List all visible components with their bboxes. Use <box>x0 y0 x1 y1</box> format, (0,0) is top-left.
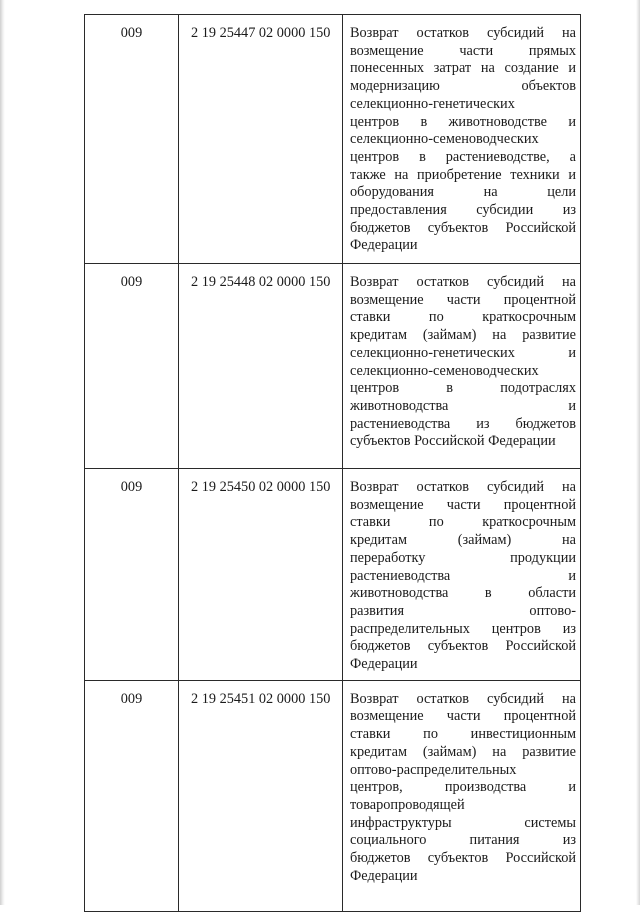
description-line: бюджетов субъектов Российской <box>350 638 576 655</box>
table-row <box>85 469 581 681</box>
kbk-code-cell: 2 19 25451 02 0000 150 <box>179 680 343 911</box>
description-line: товаропроводящей <box>350 796 465 813</box>
description-line: селекционно-генетических <box>350 95 515 112</box>
scan-left-edge <box>0 0 5 905</box>
description-line: переработку продукции <box>350 549 576 566</box>
description-line: Федерации <box>350 867 418 884</box>
budget-codes-table <box>84 14 581 912</box>
description-line: возмещение части прямых <box>350 42 576 59</box>
description-line: ставки по инвестиционным <box>350 726 576 743</box>
admin-code-cell: 009 <box>85 469 179 681</box>
description-line: животноводства и <box>350 397 576 414</box>
description-line: кредитам (займам) на <box>350 532 576 549</box>
description-line: возмещение части процентной <box>350 708 576 725</box>
table-row <box>85 15 581 264</box>
description-line: бюджетов субъектов Российской <box>350 850 576 867</box>
kbk-code-cell: 2 19 25450 02 0000 150 <box>179 469 343 681</box>
table-row <box>85 680 581 911</box>
description-line: ставки по краткосрочным <box>350 514 576 531</box>
scan-right-edge <box>636 0 640 905</box>
description-line: социального питания из <box>350 832 576 849</box>
description-line: распределительных центров из <box>350 620 576 637</box>
description-line: предоставления субсидии из <box>350 202 576 219</box>
description-line: растениеводства из бюджетов <box>350 415 576 432</box>
description-line: центров, производства и <box>350 779 576 796</box>
kbk-code-cell: 2 19 25448 02 0000 150 <box>179 264 343 469</box>
description-line: селекционно-генетических и <box>350 344 576 361</box>
description-line: кредитам (займам) на развитие <box>350 743 576 760</box>
description-line: Федерации <box>350 237 418 254</box>
description-line: инфраструктуры системы <box>350 814 576 831</box>
description-cell <box>343 15 581 264</box>
description-cell <box>343 264 581 469</box>
description-line: развития оптово- <box>350 602 576 619</box>
description-line: Возврат остатков субсидий на <box>350 479 576 495</box>
description-line: оптово-распределительных <box>350 761 517 778</box>
description-line: Федерации <box>350 656 418 673</box>
description-cell <box>343 469 581 681</box>
admin-code-cell: 009 <box>85 264 179 469</box>
description-line: селекционно-семеноводческих <box>350 131 539 148</box>
description-line: центров в растениеводстве, а <box>350 148 576 165</box>
description-line: ставки по краткосрочным <box>350 309 576 326</box>
description-cell <box>343 680 581 911</box>
description-line: центров в подотраслях <box>350 380 576 397</box>
description-line: растениеводства и <box>350 567 576 584</box>
description-line: модернизацию объектов <box>350 78 576 95</box>
description-line: также на приобретение техники и <box>350 166 576 183</box>
description-line: центров в животноводстве и <box>350 113 576 130</box>
description-line: Возврат остатков субсидий на <box>350 274 576 290</box>
description-line: кредитам (займам) на развитие <box>350 327 576 344</box>
description-line: бюджетов субъектов Российской <box>350 219 576 236</box>
description-line: субъектов Российской Федерации <box>350 433 556 450</box>
description-line: понесенных затрат на создание и <box>350 60 576 77</box>
description-line: животноводства в области <box>350 585 576 602</box>
admin-code-cell: 009 <box>85 680 179 911</box>
description-line: селекционно-семеноводческих <box>350 362 539 379</box>
description-line: возмещение части процентной <box>350 496 576 513</box>
description-line: Возврат остатков субсидий на <box>350 25 576 41</box>
table-row <box>85 264 581 469</box>
description-line: возмещение части процентной <box>350 291 576 308</box>
kbk-code-cell: 2 19 25447 02 0000 150 <box>179 15 343 264</box>
description-line: оборудования на цели <box>350 184 576 201</box>
admin-code-cell: 009 <box>85 15 179 264</box>
description-line: Возврат остатков субсидий на <box>350 690 576 707</box>
